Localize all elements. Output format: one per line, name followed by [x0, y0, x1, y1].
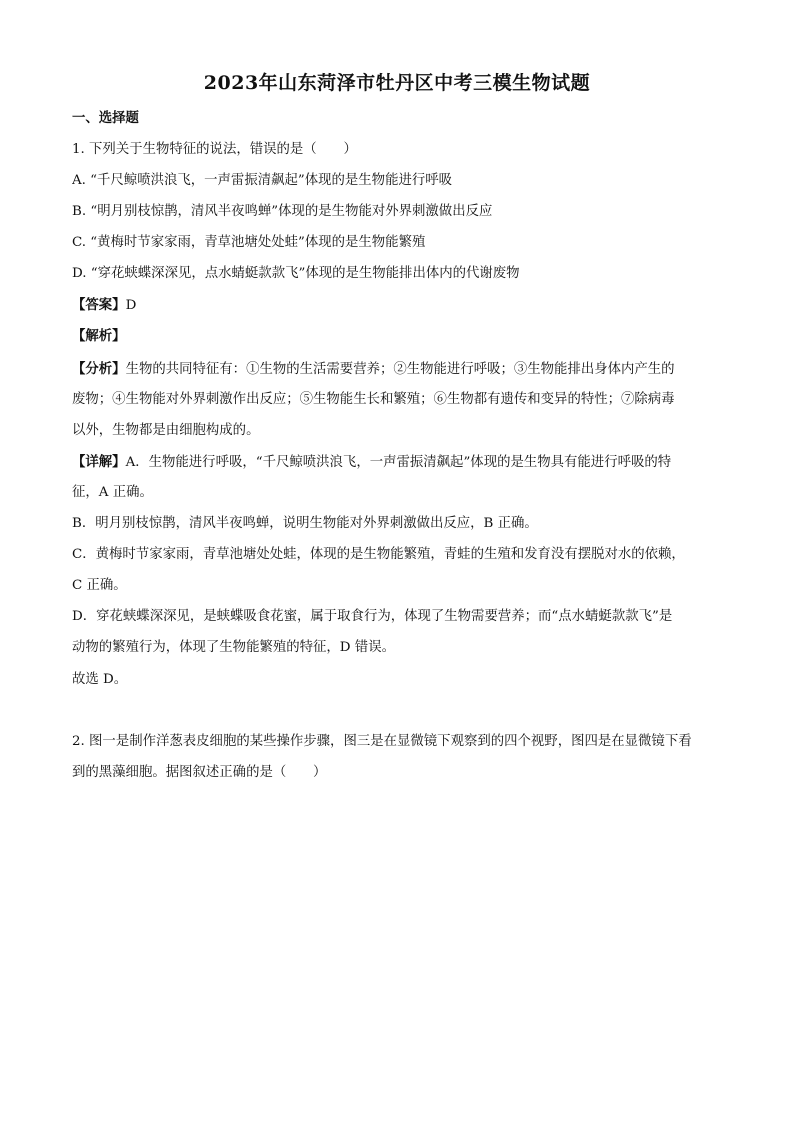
- question-1-option-d: D. “穿花蛱蝶深深见，点水蜻蜓款款飞”体现的是生物能排出体内的代谢废物: [72, 266, 520, 281]
- question-1-option-a: A. “千尺鲸喷洪浪飞，一声雷振清飙起”体现的是生物能进行呼吸: [72, 173, 453, 188]
- xiangjie-line: 动物的繁殖行为，体现了生物能繁殖的特征，D 错误。: [72, 640, 395, 655]
- xiangjie-line: [72, 452, 722, 473]
- question-1-option-b: B. “明月别枝惊鹊，清风半夜鸣蝉”体现的是生物能对外界刺激做出反应: [72, 204, 493, 219]
- xiangjie-text: A．生物能进行呼吸，“千尺鲸喷洪浪飞，一声雷振清飙起”体现的是生物具有能进行呼吸的特: [125, 455, 672, 470]
- fenxi-text: 生物的共同特征有：①生物的生活需要营养；②生物能进行呼吸；③生物能排出身体内产生的: [125, 362, 675, 377]
- fenxi-line: 以外，生物都是由细胞构成的。: [72, 423, 260, 438]
- xiangjie-line: 故选 D。: [72, 672, 128, 687]
- analysis-tag: 【解析】: [72, 328, 126, 344]
- fenxi-line: [72, 359, 722, 380]
- page-title: 2023年山东菏泽市牡丹区中考三模生物试题: [203, 72, 591, 94]
- question-1-stem: 1. 下列关于生物特征的说法，错误的是（ ）: [72, 142, 357, 157]
- xiangjie-line: C 正确。: [72, 578, 127, 593]
- question-2-line: 2. 图一是制作洋葱表皮细胞的某些操作步骤，图三是在显微镜下观察到的四个视野，图四是在显微镜下看: [72, 734, 692, 749]
- question-2-line: 到的黑藻细胞。据图叙述正确的是（ ）: [72, 765, 327, 780]
- xiangjie-line: 征，A 正确。: [72, 485, 153, 500]
- xiangjie-line: D．穿花蛱蝶深深见，是蛱蝶吸食花蜜，属于取食行为，体现了生物需要营养；而“点水蜻蜓款款飞”是: [72, 609, 673, 624]
- xiangjie-line: B．明月别枝惊鹊，清风半夜鸣蝉，说明生物能对外界刺激做出反应，B 正确。: [72, 516, 538, 531]
- xiangjie-line: C．黄梅时节家家雨，青草池塘处处蛙，体现的是生物能繁殖，青蛙的生殖和发育没有摆脱对水的依赖，: [72, 547, 685, 562]
- section-heading: 一、选择题: [72, 110, 139, 126]
- answer-line: [72, 295, 722, 316]
- xiangjie-tag: 【详解】: [72, 454, 126, 470]
- answer-value: D: [125, 298, 137, 313]
- fenxi-line: 废物；④生物能对外界刺激作出反应；⑤生物能生长和繁殖；⑥生物都有遗传和变异的特性；⑦除病毒: [72, 392, 675, 407]
- fenxi-tag: 【分析】: [72, 361, 126, 377]
- question-1-option-c: C. “黄梅时节家家雨，青草池塘处处蛙”体现的是生物能繁殖: [72, 235, 426, 250]
- answer-tag: 【答案】: [72, 297, 126, 313]
